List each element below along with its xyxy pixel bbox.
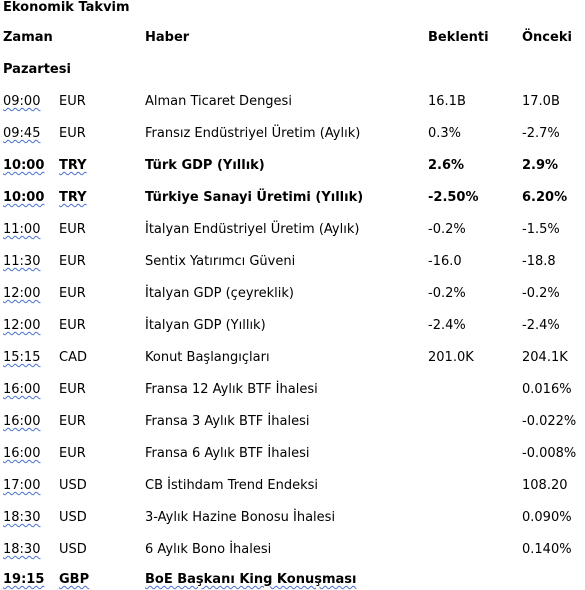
event-currency: EUR <box>59 254 86 269</box>
event-news: Fransa 12 Aylık BTF İhalesi <box>145 382 318 397</box>
header-news: Haber <box>145 30 190 45</box>
event-time: 11:00 <box>3 222 41 237</box>
table-row <box>0 380 585 400</box>
event-currency: EUR <box>59 382 86 397</box>
event-news: İtalyan GDP (Yıllık) <box>145 318 266 333</box>
event-previous: -0.2% <box>522 286 560 301</box>
event-expected: 16.1B <box>428 94 466 109</box>
event-previous: 0.016% <box>522 382 572 397</box>
event-news: 6 Aylık Bono İhalesi <box>145 542 272 557</box>
table-header <box>0 28 585 48</box>
event-time: 19:15 <box>3 572 45 587</box>
event-time: 11:30 <box>3 254 41 269</box>
table-row <box>0 188 585 208</box>
event-time: 17:00 <box>3 478 41 493</box>
event-expected: -0.2% <box>428 222 466 237</box>
table-row <box>0 124 585 144</box>
header-time: Zaman <box>3 30 53 45</box>
event-previous: -2.7% <box>522 126 560 141</box>
event-currency: GBP <box>59 572 90 587</box>
event-expected: 2.6% <box>428 158 465 173</box>
table-row <box>0 156 585 176</box>
table-row <box>0 412 585 432</box>
section-label: Pazartesi <box>3 62 71 77</box>
event-time: 12:00 <box>3 286 41 301</box>
table-row <box>0 348 585 368</box>
event-currency: EUR <box>59 126 86 141</box>
event-previous: -0.008% <box>522 446 577 461</box>
event-time: 18:30 <box>3 542 41 557</box>
event-previous: -0.022% <box>522 414 577 429</box>
table-row <box>0 444 585 464</box>
table-row <box>0 252 585 272</box>
event-previous: 108.20 <box>522 478 568 493</box>
table-row <box>0 508 585 528</box>
event-news: Konut Başlangıçları <box>145 350 270 365</box>
event-previous: 6.20% <box>522 190 568 205</box>
event-currency: USD <box>59 510 87 525</box>
event-news: CB İstihdam Trend Endeksi <box>145 478 319 493</box>
event-currency: EUR <box>59 222 86 237</box>
event-previous: -18.8 <box>522 254 556 269</box>
event-currency: USD <box>59 542 87 557</box>
event-expected: 201.0K <box>428 350 474 365</box>
event-news: İtalyan Endüstriyel Üretim (Aylık) <box>145 222 360 237</box>
event-expected: -2.50% <box>428 190 479 205</box>
event-currency: TRY <box>59 190 87 205</box>
event-previous: 0.090% <box>522 510 572 525</box>
table-row <box>0 316 585 336</box>
event-currency: EUR <box>59 414 86 429</box>
event-time: 15:15 <box>3 350 41 365</box>
event-expected: -16.0 <box>428 254 462 269</box>
event-news: Fransa 3 Aylık BTF İhalesi <box>145 414 310 429</box>
event-news: Fransa 6 Aylık BTF İhalesi <box>145 446 310 461</box>
table-row <box>0 92 585 112</box>
event-currency: EUR <box>59 286 86 301</box>
event-previous: -2.4% <box>522 318 560 333</box>
event-news: 3-Aylık Hazine Bonosu İhalesi <box>145 510 336 525</box>
table-row <box>0 476 585 496</box>
event-time: 10:00 <box>3 190 45 205</box>
event-news: Türkiye Sanayi Üretimi (Yıllık) <box>145 190 364 205</box>
event-previous: -1.5% <box>522 222 560 237</box>
event-news: Alman Ticaret Dengesi <box>145 94 292 109</box>
event-news: İtalyan GDP (çeyreklik) <box>145 286 294 301</box>
event-currency: EUR <box>59 94 86 109</box>
event-currency: EUR <box>59 446 86 461</box>
event-time: 16:00 <box>3 414 41 429</box>
header-expected: Beklenti <box>428 30 489 45</box>
event-time: 16:00 <box>3 382 41 397</box>
table-row <box>0 570 585 590</box>
event-news: Fransız Endüstriyel Üretim (Aylık) <box>145 126 361 141</box>
event-previous: 0.140% <box>522 542 572 557</box>
event-expected: -2.4% <box>428 318 466 333</box>
event-news: BoE Başkanı King Konuşması <box>145 572 357 587</box>
day-section <box>0 60 585 80</box>
event-currency: USD <box>59 478 87 493</box>
event-time: 18:30 <box>3 510 41 525</box>
event-news: Sentix Yatırımcı Güveni <box>145 254 296 269</box>
event-previous: 2.9% <box>522 158 559 173</box>
event-currency: CAD <box>59 350 87 365</box>
event-time: 16:00 <box>3 446 41 461</box>
page-title: Ekonomik Takvim <box>3 0 130 15</box>
event-expected: 0.3% <box>428 126 462 141</box>
event-time: 12:00 <box>3 318 41 333</box>
event-currency: EUR <box>59 318 86 333</box>
header-previous: Önceki <box>522 30 572 45</box>
table-row <box>0 220 585 240</box>
event-time: 09:45 <box>3 126 41 141</box>
event-previous: 17.0B <box>522 94 560 109</box>
event-news: Türk GDP (Yıllık) <box>145 158 265 173</box>
event-previous: 204.1K <box>522 350 568 365</box>
event-currency: TRY <box>59 158 87 173</box>
table-row <box>0 284 585 304</box>
table-row <box>0 540 585 560</box>
event-time: 09:00 <box>3 94 41 109</box>
event-time: 10:00 <box>3 158 45 173</box>
event-expected: -0.2% <box>428 286 466 301</box>
